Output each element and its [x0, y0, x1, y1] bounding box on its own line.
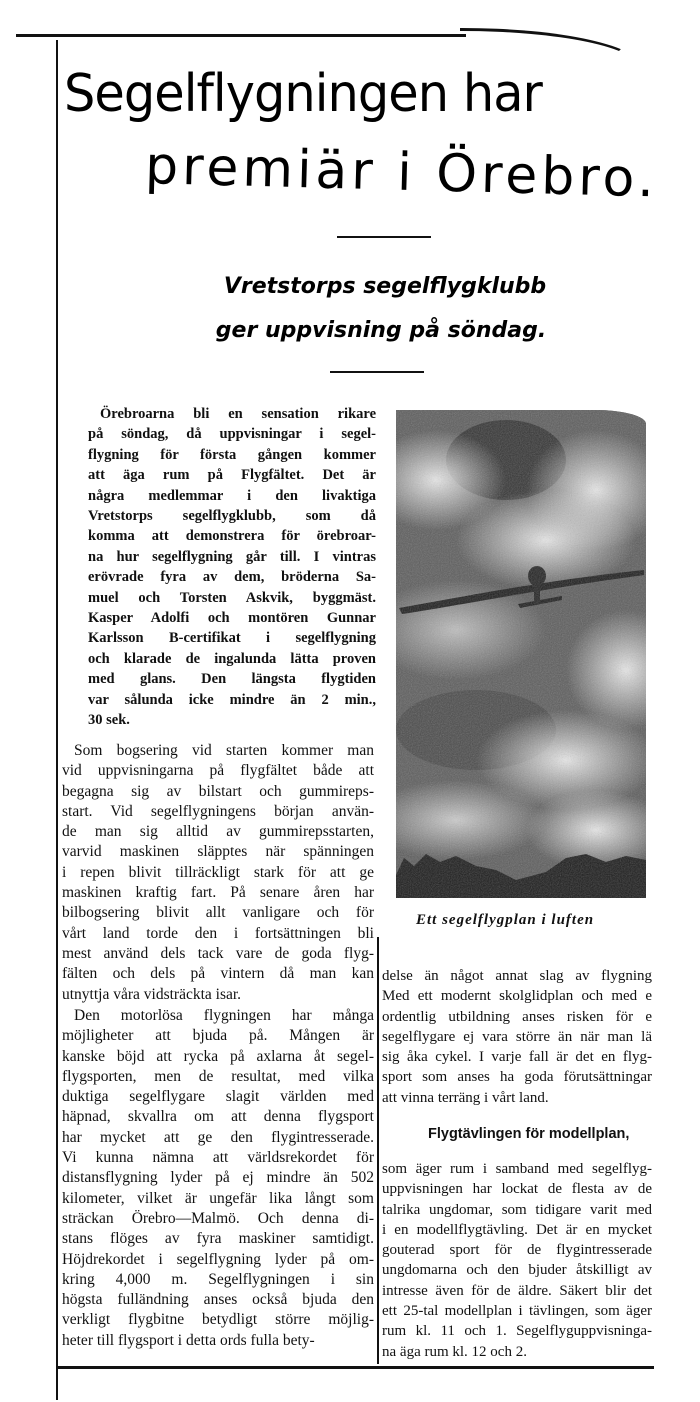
top-rule-curve [460, 28, 642, 68]
text-line: uppvisningen har lockat de flesta av de [382, 1181, 652, 1198]
text-line: distansflygning lyder på ej mindre än 502 [62, 1169, 374, 1187]
text-line: möjligheter att bjuda på. Mången är [62, 1027, 374, 1045]
text-line: Örebroarna bli en sensation rikare [100, 406, 376, 422]
text-line: med glans. Den längsta flygtiden [88, 671, 376, 688]
text-line: har mycket att ge den flygintresserade. [62, 1128, 374, 1146]
text-line: duktiga segelflygare slagit världen med [62, 1088, 374, 1106]
text-line: bilbogsering blivit allt vanligare och för [62, 904, 374, 922]
text-line: Som bogsering vid starten kommer man [74, 742, 374, 759]
glider-photo-image [396, 410, 646, 898]
text-line: på söndag, då uppvisningar i segel- [88, 426, 376, 443]
text-line: häpnad, skvallra om att denna flygsport [62, 1108, 374, 1126]
text-line: de man sig alltid av gummirepsstarten, [62, 823, 374, 841]
text-line: högsta fulländning anses också bjuda den [62, 1291, 374, 1309]
text-line: delse än något annat slag av flygning [382, 968, 652, 984]
text-line: maskinen kraftig fart. På senare åren har [62, 884, 374, 902]
text-line: talrika ungdomar, som tidigare varit med [382, 1201, 652, 1218]
left-border-rule [56, 40, 58, 1400]
text-line: ordentlig utbildning anses risken för e [382, 1008, 652, 1025]
text-line: Kasper Adolfi och montören Gunnar [88, 610, 376, 627]
text-line: rum kl. 11 och 1. Segelflyguppvisninga- [382, 1323, 652, 1340]
text-line: som äger rum i samband med segelflyg- [382, 1161, 652, 1177]
subheadline-line-2: ger uppvisning på söndag. [215, 318, 547, 343]
text-line: flygning för första gången kommer [88, 446, 376, 463]
text-line: Med ett modernt skolglidplan och med e [382, 988, 652, 1005]
body-left-paragraph-1 [62, 741, 374, 1005]
text-line: sport som anses ha goda förutsättningar [382, 1069, 652, 1086]
text-line: Den motorlösa flygningen har många [74, 1007, 374, 1024]
text-line: var sålunda icke mindre än 2 min., [88, 691, 376, 708]
text-line: segelflygare ej vara större än när man lä [382, 1028, 652, 1045]
body-right-paragraph-1 [382, 966, 652, 1108]
text-line: erövrade fyra av dem, bröderna Sa- [88, 569, 376, 586]
text-line: vårt land torde den i fortsättningen bli [62, 924, 374, 942]
section-subhead: Flygtävlingen för modellplan, [428, 1126, 630, 1142]
text-line: några medlemmar i den livaktiga [88, 487, 376, 504]
column-divider [377, 937, 379, 1364]
text-line: vid uppvisningarna på flygfältet både att [62, 762, 374, 780]
text-line: intresse även för de äldre. Säkert blir det [382, 1282, 652, 1299]
headline-line-2: premiär i Örebro. [144, 136, 659, 210]
text-line: varvid maskinen släpptes när spänningen [62, 843, 374, 861]
text-line: i en modellflygtävling. Det är en mycket [382, 1221, 652, 1238]
text-line: Höjdrekordet i segelflygning lyder på om- [62, 1250, 374, 1268]
text-line: Vretstorps segelflygklubb, som då [88, 508, 376, 525]
text-line: att äga rum på Flygfältet. Det är [88, 467, 376, 484]
text-line: komma att demonstrera för örebroar- [88, 528, 376, 545]
body-left-paragraph-2 [62, 1006, 374, 1351]
text-line: sträckan Örebro—Malmö. Och denna di- [62, 1209, 374, 1227]
body-right-paragraph-2 [382, 1159, 652, 1362]
bottom-rule [58, 1366, 654, 1369]
text-line: verkligt flygbitne betydligt större möjlig- [62, 1311, 374, 1329]
text-line: Vi kunna nämna att världsrekordet för [62, 1149, 374, 1167]
text-line: att vinna terräng i vårt land. [382, 1089, 549, 1106]
text-line: muel och Torsten Askvik, byggmäst. [88, 589, 376, 606]
text-line: stans flöges av fyra maskiner samtidigt. [62, 1230, 374, 1248]
text-line: kring 4,000 m. Segelflygningen i sin [62, 1270, 374, 1288]
text-line: start. Vid segelflygningens början använ- [62, 802, 374, 820]
top-rule [16, 34, 466, 37]
text-line: mest använd dels tack vare de goda flyg- [62, 944, 374, 962]
text-line: ett 25-tal modellplan i tävlingen, som äger [382, 1303, 652, 1320]
text-line: na hur segelflygning går till. I vintras [88, 548, 376, 565]
lead-paragraph [88, 404, 376, 731]
text-line: kilometer, vilket är ungefär lika långt som [62, 1189, 374, 1207]
text-line: begagna sig av bilstart och gummireps- [62, 782, 374, 800]
headline-line-1: Segelflygningen har [64, 64, 542, 124]
text-line: i repen blivit tillräckligt stark för att ge [62, 863, 374, 881]
headline-divider [337, 236, 431, 238]
text-line: utnyttja våra vidsträckta isar. [62, 985, 242, 1003]
text-line: sig åka cykel. I varje fall är det en flyg- [382, 1049, 652, 1066]
text-line: heter till flygsport i detta ords fulla bety- [62, 1331, 315, 1349]
text-line: na äga rum kl. 12 och 2. [382, 1343, 527, 1360]
photo-caption: Ett segelflygplan i luften [416, 912, 595, 928]
text-line: 30 sek. [88, 712, 130, 729]
subheadline-line-1: Vretstorps segelflygklubb [223, 274, 547, 299]
subheadline-divider [330, 371, 424, 373]
glider-photo [396, 410, 646, 898]
text-line: fälten och dels på vintern då man kan [62, 965, 374, 983]
text-line: gouterad sport för de flygintresserade [382, 1242, 652, 1259]
text-line: kanske böjd att rycka på axlarna åt segel- [62, 1047, 374, 1065]
text-line: Karlsson B-certifikat i segelflygning [88, 630, 376, 647]
text-line: ungdomarna och den bjuder åtskilligt av [382, 1262, 652, 1279]
text-line: flygsporten, men de resultat, med vilka [62, 1067, 374, 1085]
text-line: och klarade de ingalunda lätta proven [88, 650, 376, 667]
